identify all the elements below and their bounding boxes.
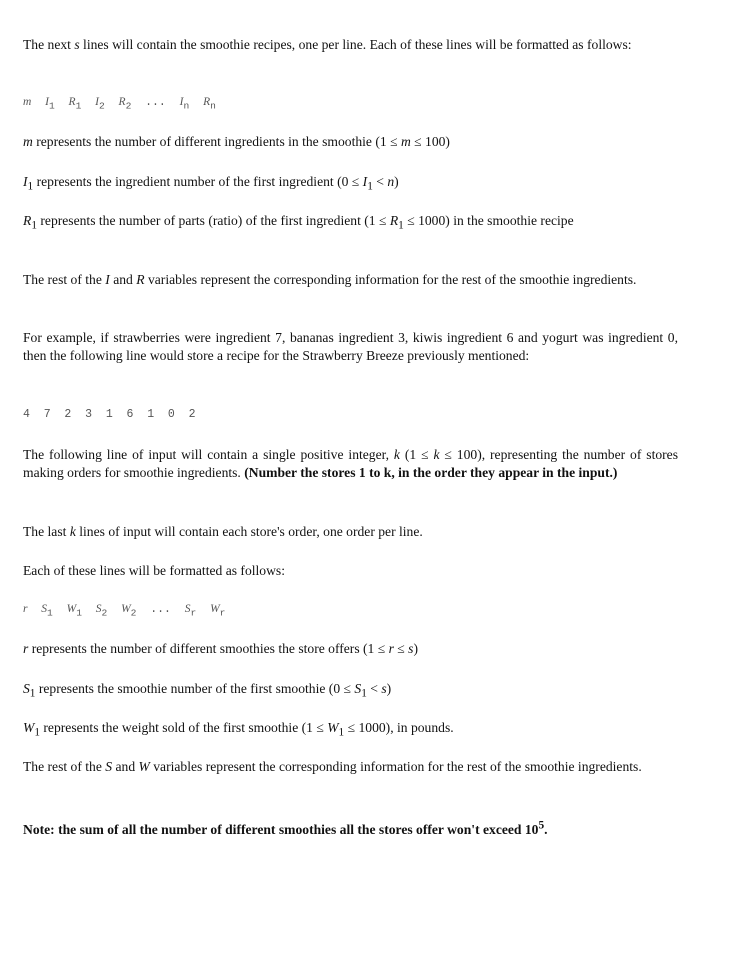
subscript: 1 (76, 607, 82, 619)
w1-description (23, 719, 678, 742)
subscript: 2 (130, 607, 137, 619)
var: R (23, 213, 32, 228)
bold-note: (Number the stores 1 to k, in the order they appear in the input.) (244, 465, 618, 480)
s1-description (23, 680, 678, 703)
recipe-format-line (23, 93, 678, 115)
subscript: 2 (101, 607, 108, 619)
var: W (138, 759, 150, 774)
note-paragraph (23, 816, 678, 839)
i1-description (23, 173, 678, 196)
text: ≤ (393, 641, 409, 656)
ellipsis: ... (150, 603, 171, 616)
subscript: 1 (34, 726, 40, 739)
var: S (41, 603, 48, 615)
var: I (105, 272, 110, 287)
subscript: 1 (338, 726, 345, 739)
var: r (23, 641, 29, 656)
text: and (109, 272, 137, 287)
var: S (354, 681, 362, 696)
text: variables represent the corresponding information for the rest of the smoothie ingredients. (149, 759, 642, 774)
subscript: 1 (398, 219, 404, 232)
note-end: . (544, 821, 548, 837)
text: represents the number of different ingredients in the smoothie (1 ≤ (32, 134, 401, 149)
var: n (387, 174, 395, 189)
text: represents the number of parts (ratio) of the first ingredient (1 ≤ (36, 213, 390, 228)
text: variables represent the corresponding information for the rest of the smoothie ingredients. (144, 272, 637, 287)
subscript: 1 (48, 100, 55, 112)
order-format-line (23, 600, 678, 622)
text: ≤ 100), representing the number of stores making orders for smoothie ingredients. (23, 447, 679, 480)
each-line-paragraph: Each of these lines will be formatted as follows: (23, 563, 285, 578)
text: represents the weight sold of the first smoothie (1 ≤ (40, 720, 328, 735)
subscript: 1 (27, 180, 34, 193)
subscript: n (183, 100, 190, 112)
text: < (372, 174, 388, 189)
var: R (118, 96, 126, 108)
text: The last (23, 524, 70, 539)
text: ≤ 1000) in the smoothie recipe (403, 213, 574, 228)
m-description (23, 133, 678, 151)
rest-ir-paragraph (23, 271, 678, 289)
subscript: 1 (31, 219, 37, 232)
var: r (23, 603, 28, 615)
subscript: r (190, 607, 197, 619)
var: S (105, 759, 113, 774)
var: s (408, 641, 414, 656)
recipes-intro-paragraph (23, 36, 678, 54)
superscript: 5 (538, 819, 545, 831)
subscript: r (219, 607, 226, 619)
text: lines of input will contain each store's order, one order per line. (75, 524, 423, 539)
var: m (23, 134, 33, 149)
last-k-paragraph (23, 523, 678, 541)
var: W (327, 720, 339, 735)
subscript: 1 (367, 180, 373, 193)
note-text: Note: the sum of all the number of different smoothies all the stores offer won't exceed 10 (23, 821, 539, 837)
var: W (121, 603, 131, 615)
r1-description (23, 212, 678, 235)
text: The rest of the (23, 272, 106, 287)
r-description (23, 640, 678, 658)
text: lines will contain the smoothie recipes, one per line. Each of these lines will be formatted as follows: (79, 37, 632, 52)
text: ) (394, 174, 399, 189)
ellipsis: ... (145, 96, 166, 109)
var: I (362, 174, 368, 189)
var: W (210, 603, 220, 615)
text: The next (23, 37, 75, 52)
text: ) (386, 681, 392, 696)
var: S (23, 681, 30, 696)
text: The following line of input will contain a single positive integer, (23, 447, 394, 462)
var: r (388, 641, 394, 656)
var: m (400, 134, 411, 149)
subscript: 1 (47, 607, 53, 619)
var: k (393, 447, 400, 462)
text: represents the ingredient number of the first ingredient (0 ≤ (33, 174, 363, 189)
subscript: 2 (125, 100, 132, 112)
subscript: n (210, 100, 216, 112)
text: ≤ 100) (410, 134, 450, 149)
example-input-line: 4 7 2 3 1 6 1 0 2 (23, 408, 196, 421)
var: m (23, 96, 32, 108)
subscript: 1 (29, 687, 36, 700)
var: S (95, 603, 102, 615)
text: represents the number of different smoothies the store offers (1 ≤ (28, 641, 389, 656)
var: W (23, 720, 35, 735)
text: (1 ≤ (399, 447, 434, 462)
var: k (69, 524, 76, 539)
var: I (23, 174, 28, 189)
k-paragraph (23, 446, 678, 482)
var: W (66, 603, 77, 615)
var: I (95, 96, 99, 108)
var: S (184, 603, 191, 615)
subscript: 1 (75, 100, 82, 112)
text: < (366, 681, 382, 696)
subscript: 2 (98, 100, 105, 112)
example-paragraph: For example, if strawberries were ingredient 7, bananas ingredient 3, kiwis ingredient 6 and yogurt was ingredient 0, then the following line would store a recipe for the Strawberry Breeze previously mentioned: (23, 330, 678, 363)
var: I (179, 96, 184, 108)
text: ) (413, 641, 418, 656)
text: ≤ 1000), in pounds. (344, 720, 454, 735)
text: The rest of the (23, 759, 106, 774)
var: I (45, 96, 49, 108)
var: s (381, 681, 387, 696)
subscript: 1 (361, 687, 367, 700)
var: R (389, 213, 399, 228)
rest-sw-paragraph (23, 758, 678, 776)
var: R (68, 96, 76, 108)
var: R (136, 272, 145, 287)
variable-s: s (74, 37, 80, 52)
text: represents the smoothie number of the first smoothie (0 ≤ (35, 681, 355, 696)
var: k (433, 447, 440, 462)
var: R (203, 96, 211, 108)
text: and (112, 759, 139, 774)
